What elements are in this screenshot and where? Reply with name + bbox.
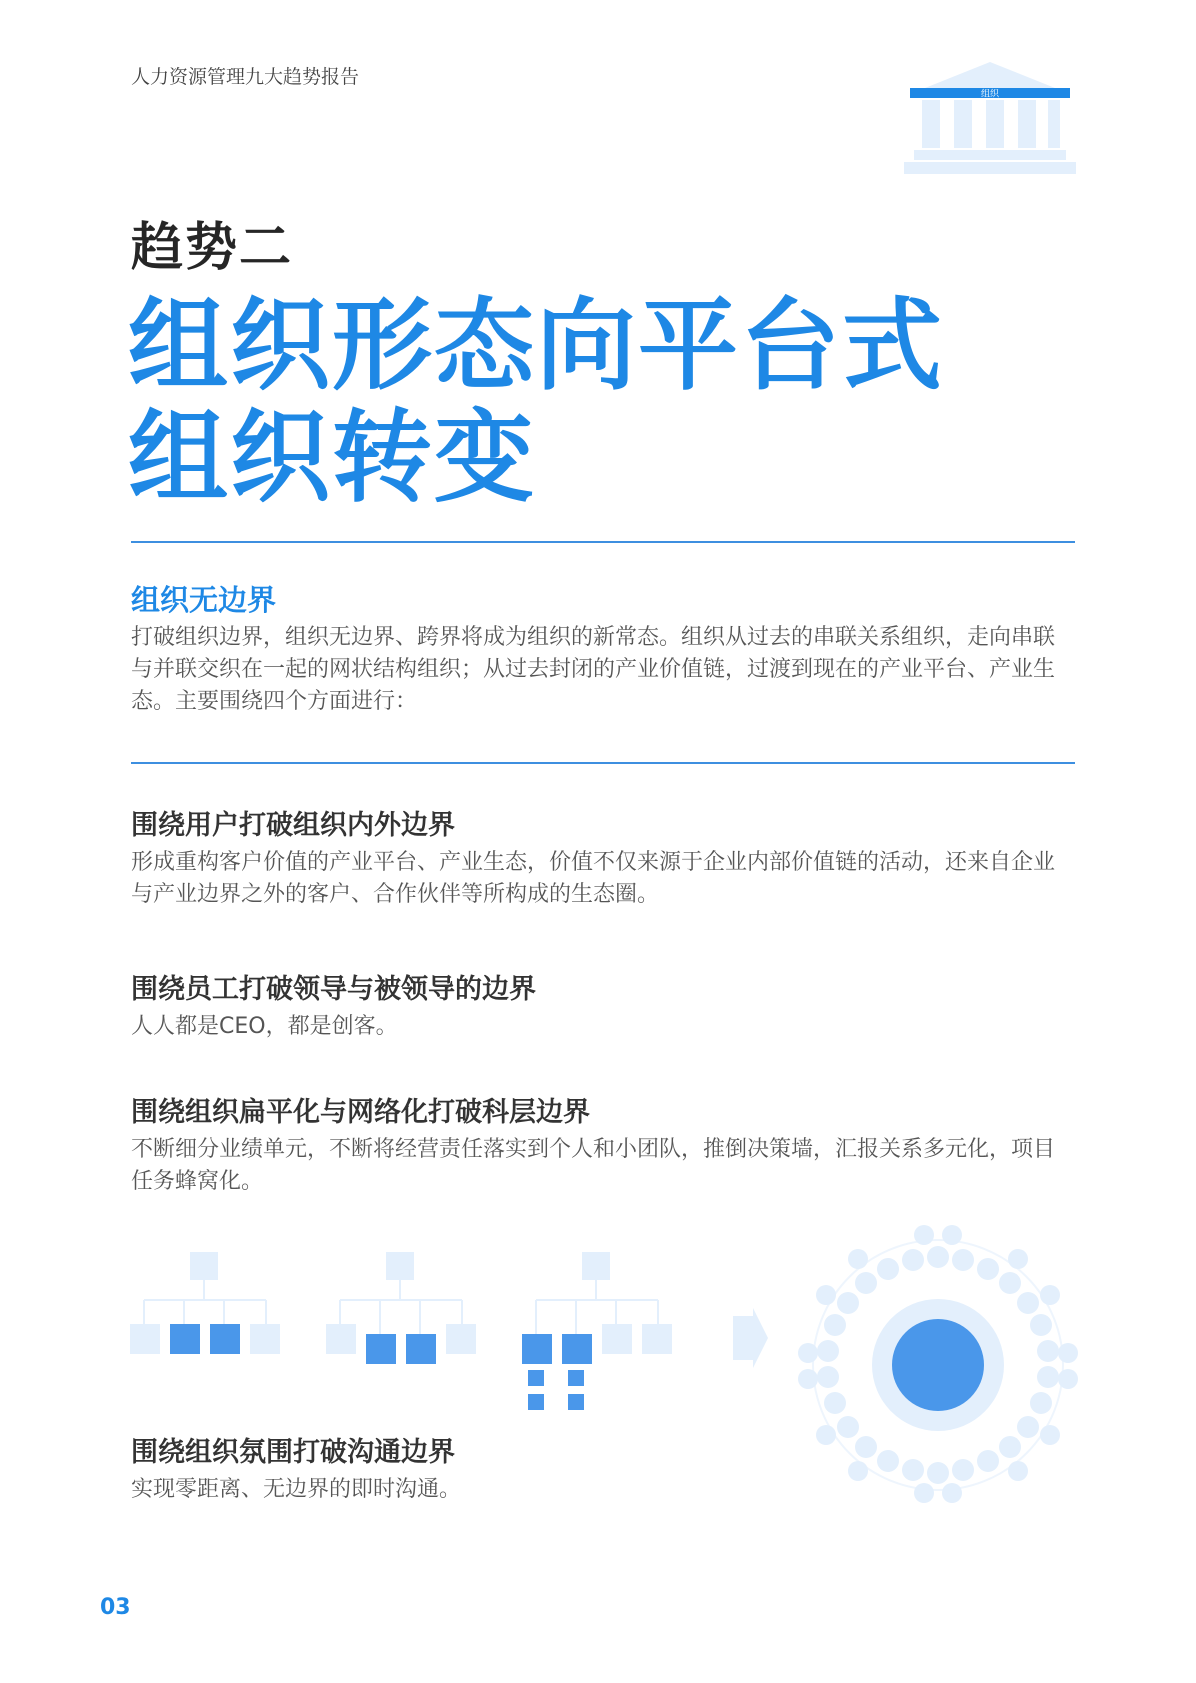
point-heading-employees: 围绕员工打破领导与被领导的边界 (131, 974, 536, 1005)
section-heading: 组织无边界 (131, 583, 277, 617)
point-heading-atmosphere: 围绕组织氛围打破沟通边界 (131, 1437, 455, 1468)
network-circle-icon (798, 1225, 1078, 1503)
main-title (128, 287, 944, 516)
page-number: 03 (100, 1595, 131, 1620)
divider-middle (131, 762, 1075, 764)
point-body-users: 形成重构客户价值的产业平台、产业生态，价值不仅来源于企业内部价值链的活动，还来自企业与产业边界之外的客户、合作伙伴等所构成的生态圈。 (131, 850, 1056, 907)
org-chart-3-icon (522, 1252, 672, 1410)
section-body: 打破组织边界，组织无边界、跨界将成为组织的新常态。组织从过去的串联关系组织，走向串联与并联交织在一起的网状结构组织；从过去封闭的产业价值链，过渡到现在的产业平台、产业生态。主要围绕四个方面进行： (131, 625, 1056, 714)
building-logo-icon (900, 56, 1080, 178)
main-title-line-2: 组织转变 (128, 399, 536, 516)
logo-label: 组织 (980, 89, 1000, 100)
point-body-atmosphere: 实现零距离、无边界的即时沟通。 (131, 1477, 462, 1502)
arrow-right-icon (733, 1308, 768, 1368)
main-title-line-1: 组织形态向平台式 (128, 287, 944, 404)
trend-label: 趋势二 (131, 218, 294, 278)
point-body-employees: 人人都是CEO，都是创客。 (131, 1014, 398, 1039)
org-chart-2-icon (326, 1252, 476, 1364)
point-heading-users: 围绕用户打破组织内外边界 (131, 810, 455, 841)
divider-top (131, 541, 1075, 543)
point-heading-flattening: 围绕组织扁平化与网络化打破科层边界 (131, 1097, 590, 1128)
point-body-flattening: 不断细分业绩单元，不断将经营责任落实到个人和小团队，推倒决策墙，汇报关系多元化，项目任务蜂窝化。 (131, 1137, 1056, 1194)
org-chart-1-icon (130, 1252, 280, 1354)
report-title: 人力资源管理九大趋势报告 (131, 66, 360, 88)
